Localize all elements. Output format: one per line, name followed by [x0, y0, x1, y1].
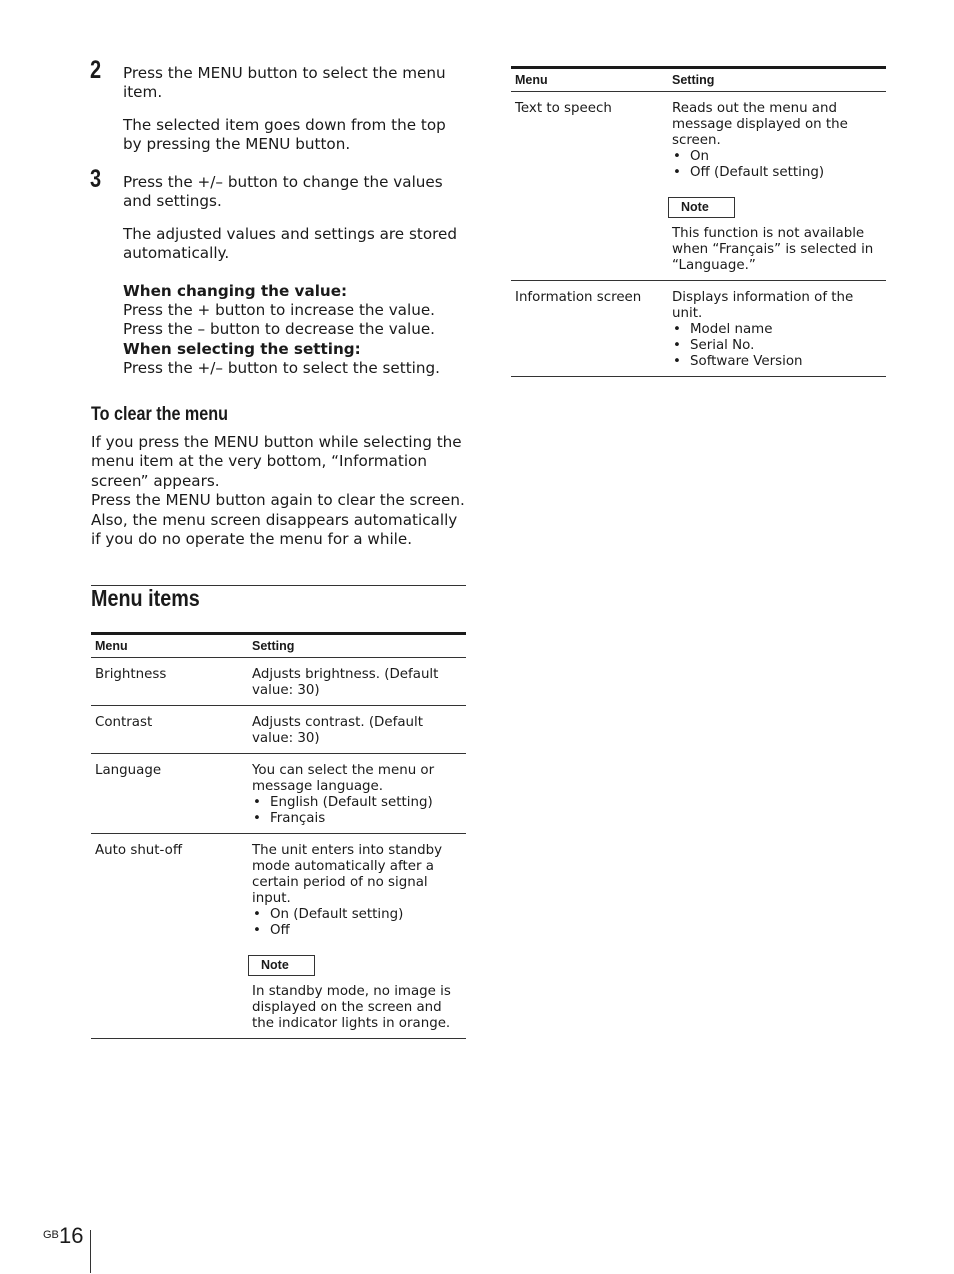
step-3-text	[123, 173, 468, 379]
bullet-item: • English (Default setting)	[252, 795, 462, 811]
setting-cell	[668, 281, 886, 377]
decrease-line: Press the – button to decrease the value.	[123, 320, 436, 339]
setting-line: Displays information of the	[672, 290, 854, 305]
step-3-instruction: Press the +/– button to change the values and settings.	[123, 173, 443, 211]
setting-line: mode automatically after a	[252, 859, 434, 874]
bullet-item: • Serial No.	[672, 338, 882, 354]
bullet-item: • Français	[252, 811, 462, 827]
column-header-setting: Setting	[668, 69, 886, 92]
setting-line: Adjusts brightness. (Default	[252, 667, 439, 682]
note-line: when “Français” is selected in	[672, 242, 874, 257]
step-2-instruction: Press the MENU button to select the menu item.	[123, 64, 446, 102]
menu-items-heading: Menu items	[91, 585, 200, 611]
setting-line: value: 30)	[252, 683, 320, 698]
setting-cell	[668, 92, 886, 281]
bullet-item: • On (Default setting)	[252, 907, 462, 923]
step-2-detail: The selected item goes down from the top by pressing the MENU button.	[123, 115, 446, 154]
note-line: displayed on the screen and	[252, 1000, 442, 1015]
clear-menu-para-2: Press the MENU button again to clear the screen. Also, the menu screen disappears automatically if you do no operate the menu for a while.	[91, 491, 465, 549]
menu-cell: Contrast	[91, 706, 248, 754]
select-setting-line: Press the +/– button to select the setting.	[123, 359, 440, 378]
setting-line: screen.	[672, 133, 721, 148]
bullet-item: • Off (Default setting)	[672, 165, 882, 181]
bullet-item: • On	[672, 149, 882, 165]
table-row	[511, 281, 886, 377]
menu-cell: Auto shut-off	[91, 834, 248, 1039]
table-row	[91, 754, 466, 834]
setting-cell	[248, 706, 466, 754]
bullet-item: • Off	[252, 923, 462, 939]
value-instructions	[123, 282, 468, 379]
footer-divider	[90, 1230, 91, 1273]
clear-menu-heading: To clear the menu	[91, 404, 229, 425]
increase-line: Press the + button to increase the value.	[123, 301, 436, 320]
menu-cell: Language	[91, 754, 248, 834]
table-row	[91, 834, 466, 1039]
clear-menu-body	[91, 433, 469, 549]
setting-line: You can select the menu or	[252, 763, 435, 778]
changing-value-heading: When changing the value:	[123, 281, 348, 300]
note-line: This function is not available	[672, 226, 865, 241]
table-header-row	[91, 635, 466, 658]
setting-cell	[248, 834, 466, 1039]
menu-cell: Information screen	[511, 281, 668, 377]
note-line: “Language.”	[672, 258, 756, 273]
note-label: Note	[248, 955, 315, 976]
table-row	[511, 92, 886, 281]
menu-cell: Brightness	[91, 658, 248, 706]
step-number-2: 2	[90, 56, 101, 84]
setting-line: message displayed on the	[672, 117, 848, 132]
setting-line: message language.	[252, 779, 384, 794]
step-2-text	[123, 64, 468, 155]
right-menu-table	[511, 69, 886, 377]
step-number-3: 3	[90, 165, 101, 193]
bullet-item: • Model name	[672, 322, 882, 338]
note-line: In standby mode, no image is	[252, 984, 451, 999]
setting-line: Adjusts contrast. (Default	[252, 715, 423, 730]
note-label: Note	[668, 197, 735, 218]
table-row	[91, 658, 466, 706]
note-line: the indicator lights in orange.	[252, 1016, 451, 1031]
bullet-item: • Software Version	[672, 354, 882, 370]
step-3-detail: The adjusted values and settings are stored automatically.	[123, 224, 458, 263]
menu-cell: Text to speech	[511, 92, 668, 281]
menu-items-table	[91, 635, 466, 1039]
setting-line: unit.	[672, 306, 703, 321]
setting-line: certain period of no signal	[252, 875, 428, 890]
region-code: GB	[43, 1229, 59, 1241]
table-header-row	[511, 69, 886, 92]
table-row	[91, 706, 466, 754]
setting-line: Reads out the menu and	[672, 101, 838, 116]
selecting-setting-heading: When selecting the setting:	[123, 339, 361, 358]
page-number: 16	[59, 1223, 84, 1248]
column-header-menu: Menu	[91, 635, 248, 658]
setting-line: input.	[252, 891, 291, 906]
column-header-menu: Menu	[511, 69, 668, 92]
column-header-setting: Setting	[248, 635, 466, 658]
setting-cell	[248, 754, 466, 834]
clear-menu-para-1: If you press the MENU button while selecting the menu item at the very bottom, “Information screen” appears.	[91, 433, 462, 490]
setting-line: The unit enters into standby	[252, 843, 443, 858]
setting-cell	[248, 658, 466, 706]
setting-line: value: 30)	[252, 731, 320, 746]
